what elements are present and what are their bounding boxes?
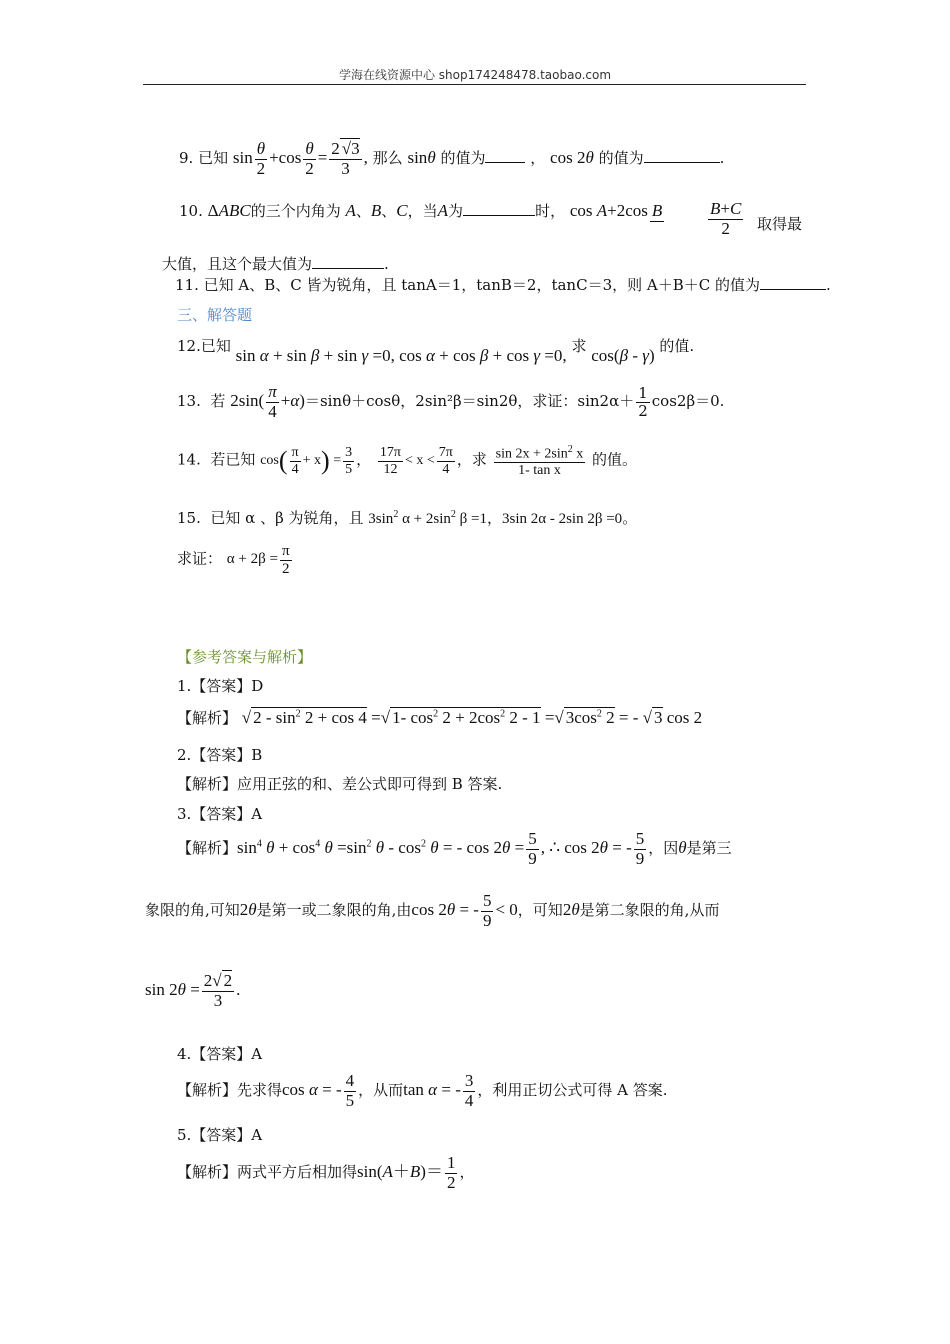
explanation-4: 【解析】先求得cos α = - $\frac{4}{5}$ ，从而tan α = - $\frac{3}{4}$ ，利用正切公式可得 A 答案.	[177, 1071, 668, 1110]
header-rule	[143, 84, 806, 85]
question-11: 11. 已知 A、B、C 皆为锐角，且 tanA＝1，tanB＝2，tanC＝3，则 A＋B＋C 的值为 .	[175, 276, 831, 294]
answer-blank[interactable]	[312, 254, 384, 269]
answers-title: 【参考答案与解析】	[177, 648, 313, 666]
answer-3: 3.【答案】A	[177, 805, 263, 823]
section-title: 三、解答题	[177, 306, 253, 324]
question-13: 13. 若 2sin( $\frac{\pi}{4}$ +α)＝sinθ＋cosθ，2sin²β＝sin2θ，求证：sin2α＋ $\frac{1}{2}$ cos2β＝0.	[177, 382, 725, 421]
q10-tail: 取得最	[757, 215, 803, 233]
answer-4: 4.【答案】A	[177, 1045, 263, 1063]
q15-proof: 求证： α + 2β = $\frac{\pi}{2}$	[177, 543, 290, 577]
explanation-5: 【解析】两式平方后相加得sin(A＋B)＝ $\frac{1}{2}$ ，	[177, 1153, 475, 1192]
question-14: 14. 若已知 cos( $\frac{\pi}{4}$ + x) = $\frac{3}{5}$ ， $\frac{17\pi}{12}$ < x < $\frac{7\pi}{4}$ ，求 $\frac{\sin 2x + 2\sin^2 x}{\text{1- tan x}}$ 的值。	[177, 444, 638, 479]
explanation-1: 【解析】 √ $2 - \sin^2 2 + \cos 4$ =√ 1- $\cos^2 2 + 2\cos^2$ 2 - 1 =√ $3\cos^2$ 2 = - √ 3 cos 2	[177, 708, 703, 727]
answer-blank[interactable]	[644, 148, 720, 163]
answer-5: 5.【答案】A	[177, 1126, 263, 1144]
explanation-3-line2: 象限的角,可知2θ是第一或二象限的角,由cos 2θ = - $\frac{5}{9}$ < 0，可知2θ是第二象限的角,从而	[145, 891, 720, 930]
answer-blank[interactable]	[760, 275, 826, 290]
answer-blank[interactable]	[463, 201, 535, 216]
answer-blank[interactable]	[485, 148, 525, 163]
page-header: 学海在线资源中心 shop174248478.taobao.com	[338, 68, 612, 82]
question-12: 12.已知 sin α + sin β + sin γ =0, cos α + cos β + cos γ =0, 求 cos(β - γ) 的值.	[177, 337, 695, 365]
question-9: 9. 已知 sin $\frac{\theta}{2}$ +cos $\frac{\theta}{2}$ = $\frac{2 √3}{3}$ , 那么 sinθ 的值为 ， cos 2θ 的值为 .	[179, 139, 725, 178]
answer-1: 1.【答案】D	[177, 677, 264, 695]
explanation-3-line3: sin 2θ = $\frac{2√ 2}{3}$ .	[145, 971, 241, 1010]
question-10: 10. ΔABC的三个内角为 A、B、C，当A为 时， cos A+2cos B	[179, 201, 663, 221]
question-15: 15. 已知 α 、β 为锐角，且 $3\sin^2$ $\alpha + 2\sin^2$ β =1，3sin 2α - 2sin 2β =0。	[177, 509, 638, 527]
q10-line2: 大值，且这个最大值为 .	[162, 255, 389, 273]
explanation-3: 【解析】$\sin^4 \theta + \cos^4 \theta =\sin^2$ θ - $\cos^2 \theta$ = - cos 2θ = $\frac{5}{9}$ , ∴ cos 2θ = - $\frac{5}{9}$ ，因θ是第三	[177, 829, 732, 868]
explanation-2: 【解析】应用正弦的和、差公式即可得到 B 答案.	[177, 775, 503, 793]
q10-fraction: $\frac{B+C}{2}$	[710, 199, 742, 238]
answer-2: 2.【答案】B	[177, 746, 263, 764]
